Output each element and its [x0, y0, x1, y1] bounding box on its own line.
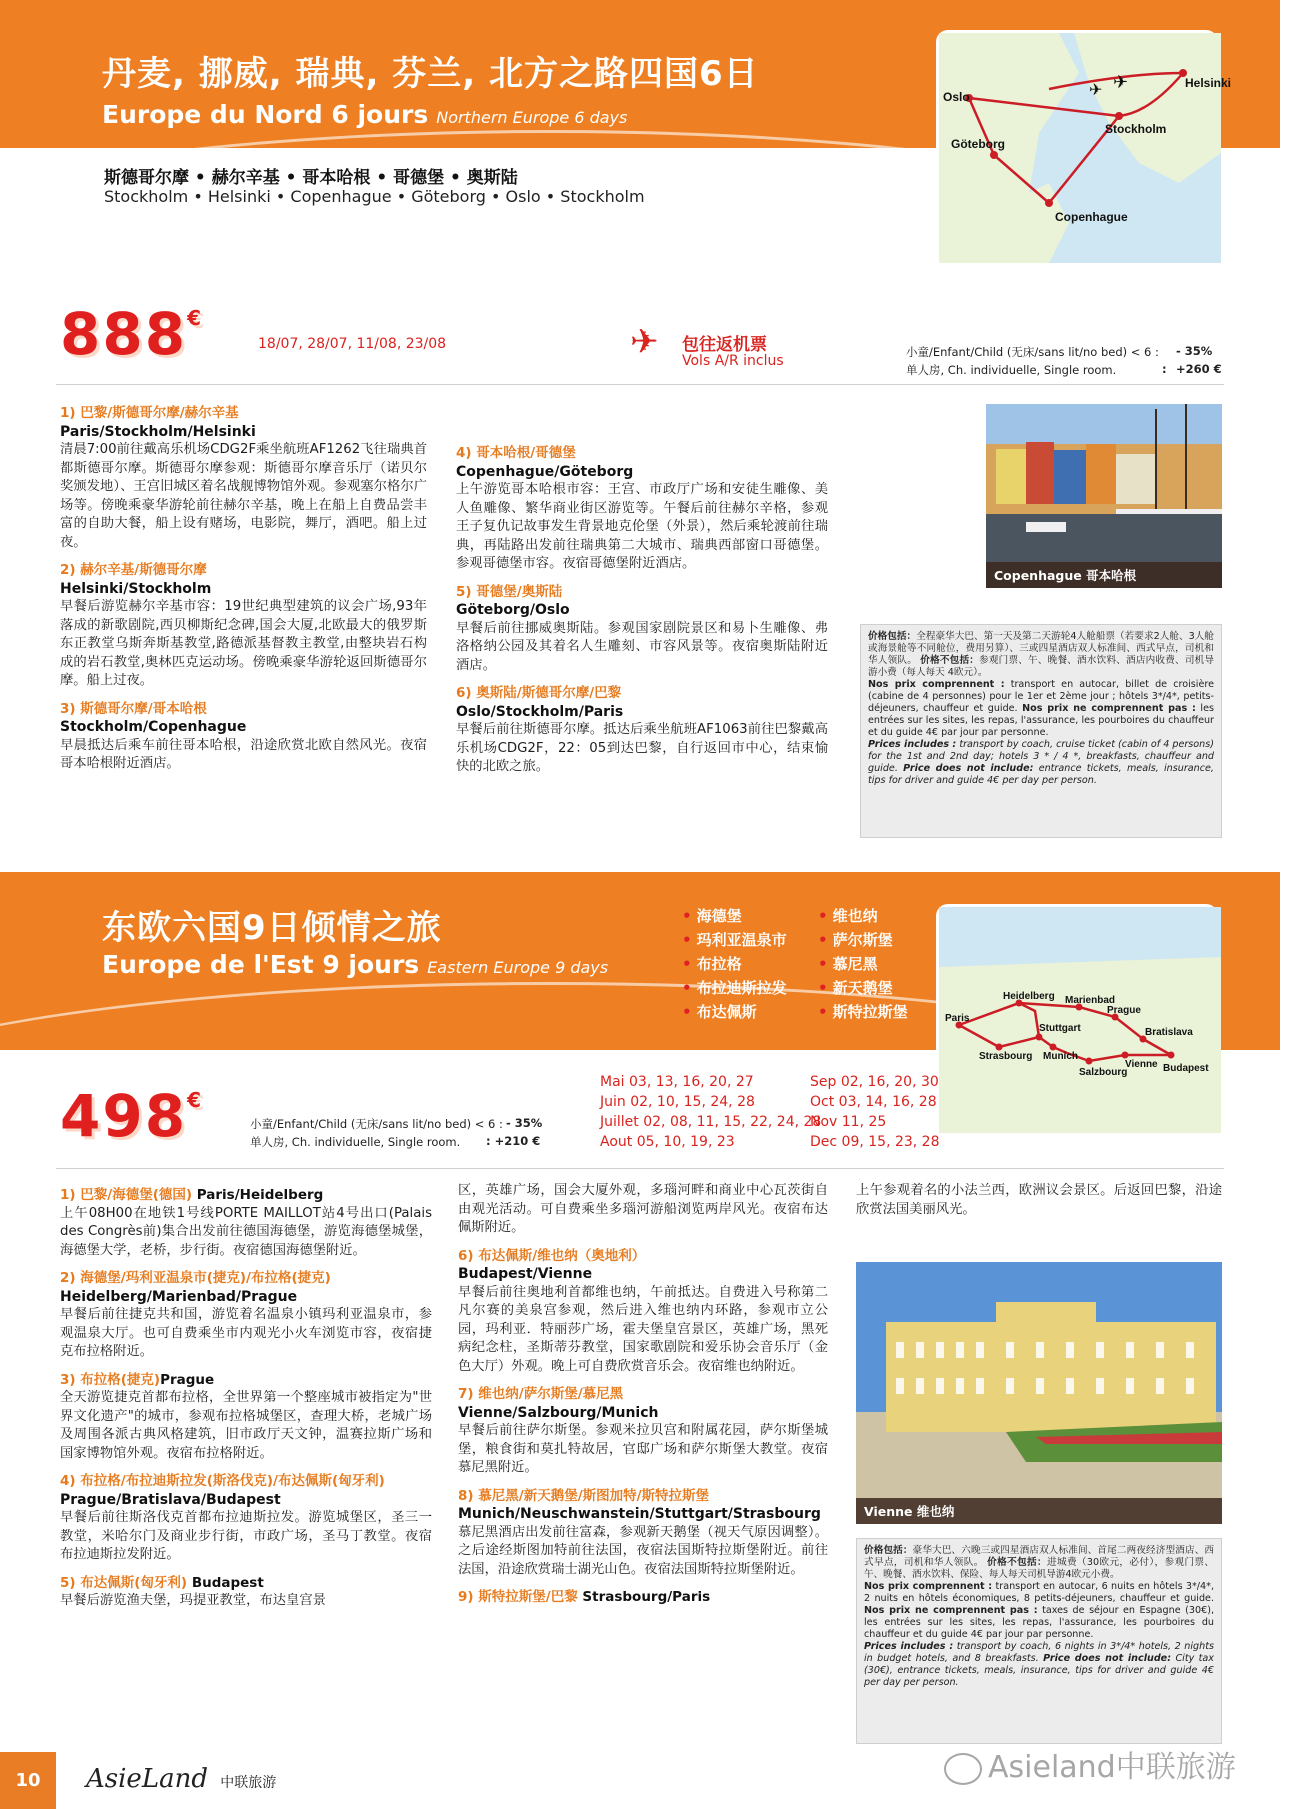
- wechat-watermark: [944, 1742, 1236, 1786]
- day-heading: 7) 维也纳/萨尔斯堡/慕尼黑: [458, 1386, 624, 1402]
- date-line: Sep 02, 16, 20, 30: [810, 1074, 939, 1090]
- info-label: Prices includes :: [864, 1641, 954, 1652]
- day-subtitle: Paris/Stockholm/Helsinki: [60, 423, 256, 440]
- highlight-item: • 斯特拉斯堡: [818, 1000, 908, 1024]
- tour1-title-fr: [102, 100, 627, 129]
- tour1-single-sep: :: [1162, 362, 1167, 376]
- day-heading: 5) 哥德堡/奥斯陆: [456, 583, 563, 600]
- highlight-item: • 布拉迪斯拉发: [682, 976, 787, 1000]
- tour1-price-info: [860, 624, 1222, 838]
- map2-city-vienne: Vienne: [1125, 1059, 1158, 1070]
- info-label: 价格不包括：: [920, 655, 980, 666]
- tour1-title-fr-text: Europe du Nord 6 jours: [102, 100, 429, 129]
- day-text: 早餐后前往挪威奥斯陆。参观国家剧院景区和易卜生雕像、弗洛格纳公园及其着名人生雕刻、市容风景等。夜宿奥斯陆附近酒店。: [456, 620, 828, 673]
- day-text: 早餐后前往斯洛伐克首都布拉迪斯拉发。游览城堡区，圣三一教堂，米哈尔门及商业步行街，市政广场，圣马丁教堂。夜宿布拉迪斯拉发附近。: [60, 1510, 432, 1562]
- day-heading-inline: Paris/Heidelberg: [196, 1187, 324, 1203]
- map1-city-helsinki: Helsinki: [1185, 76, 1232, 90]
- map1-city-copenhague: Copenhague: [1055, 210, 1128, 224]
- day-text: 区，英雄广场，国会大厦外观，多瑙河畔和商业中心瓦茨街自由观光活动。可自费乘坐多瑙河游船浏览两岸风光。夜宿布达佩斯附近。: [458, 1183, 828, 1235]
- info-text: transport by coach, 6 nights in 3*/4* hotels, 2 nights in budget hotels, and 8 breakfasts.: [864, 1641, 1214, 1664]
- tour1-route-fr: Stockholm • Helsinki • Copenhague • Göteborg • Oslo • Stockholm: [104, 187, 645, 206]
- tour2-price: [60, 1082, 203, 1150]
- tour1-map-svg: [939, 33, 1232, 263]
- day-subtitle: Vienne/Salzbourg/Munich: [458, 1404, 659, 1421]
- wechat-icon: [944, 1753, 982, 1785]
- map2-city-prague: Prague: [1107, 1005, 1141, 1016]
- plane-icon: ✈: [1113, 72, 1129, 92]
- date-line: Nov 11, 25: [810, 1114, 887, 1130]
- copenhague-photo: [986, 404, 1222, 588]
- map2-city-marienbad: Marienbad: [1065, 995, 1116, 1006]
- day-heading: 8) 慕尼黑/新天鹅堡/斯图加特/斯特拉斯堡: [458, 1487, 710, 1504]
- day-subtitle: Copenhague/Göteborg: [456, 463, 634, 480]
- tour2-title-en: Eastern Europe 9 days: [427, 958, 609, 977]
- vienne-photo-svg: [856, 1262, 1222, 1524]
- tour2-single-label: 单人房, Ch. individuelle, Single room.: [250, 1135, 461, 1149]
- tour2-price-info: [856, 1538, 1222, 1744]
- divider: [56, 384, 1224, 385]
- tour2-title-fr-text: Europe de l'Est 9 jours: [102, 950, 420, 979]
- vienne-caption: Vienne 维也纳: [856, 1498, 1222, 1524]
- day-subtitle: Munich/Neuschwanstein/Stuttgart/Strasbourg: [458, 1506, 821, 1522]
- map2-city-budapest: Budapest: [1163, 1063, 1209, 1074]
- day-text: 上午参观着名的小法兰西，欧洲议会景区。后返回巴黎，沿途欣赏法国美丽风光。: [856, 1183, 1222, 1217]
- day-subtitle: Budapest/Vienne: [458, 1266, 593, 1282]
- day-heading: [458, 1588, 828, 1607]
- highlight-item: • 布拉格: [682, 952, 787, 976]
- tour1-title-en: Northern Europe 6 days: [436, 108, 628, 127]
- day-heading-text: 3) 布拉格(捷克): [60, 1371, 161, 1388]
- info-text: entrance tickets, meals, insurance, tips for driver and guide 4€ per day per person.: [868, 763, 1214, 786]
- map2-city-salzbourg: Salzbourg: [1079, 1067, 1128, 1078]
- info-label: 价格包括：: [864, 1545, 913, 1556]
- tour2-itinerary-col3: [856, 1182, 1222, 1219]
- tour2-highlights-right: [818, 904, 908, 1024]
- info-text: 进城费（30欧元，必付），参观门票、午、晚餐、酒水饮料、保险、每人每天司机导游4欧元小费。: [864, 1557, 1215, 1580]
- tour2-price-currency: €: [187, 1088, 203, 1112]
- day-heading: [60, 1186, 432, 1205]
- info-label: 价格不包括：: [987, 1557, 1047, 1568]
- day-heading: [60, 1574, 432, 1593]
- info-label: 价格包括：: [868, 631, 917, 642]
- tour1-route-map: [936, 30, 1232, 260]
- day-subtitle: Oslo/Stockholm/Paris: [456, 703, 624, 720]
- info-text: City tax (30€), entrance tickets, meals, insurance, tips for driver and guide 4€ per day per person.: [864, 1653, 1214, 1688]
- info-label: Price does not include:: [1043, 1653, 1172, 1664]
- highlight-item: • 萨尔斯堡: [818, 928, 908, 952]
- date-line: Dec 09, 15, 23, 28: [810, 1134, 940, 1150]
- day-subtitle: Prague/Bratislava/Budapest: [60, 1491, 281, 1508]
- tour2-map-svg: [939, 907, 1221, 1133]
- day-heading-text: 1) 巴黎/海德堡(德国): [60, 1187, 193, 1203]
- copenhague-photo-svg: [986, 404, 1222, 588]
- tour1-route-cn: 斯德哥尔摩 • 赫尔辛基 • 哥本哈根 • 哥德堡 • 奥斯陆: [104, 168, 518, 188]
- tour2-title-cn: 东欧六国9日倾情之旅: [102, 908, 442, 948]
- info-text: transport en autocar, 6 nuits en hôtels 3*/4*, 2 nuits en hôtels économiques, 8 petits-déjeuners, chauffeur et guide.: [864, 1581, 1214, 1604]
- info-text: 参观门票、午、晚餐、酒水饮料、酒店内收费、司机导游小费（每人每天 4欧元）。: [868, 655, 1215, 678]
- info-label: Nos prix comprennent :: [868, 679, 1005, 690]
- tour1-price-value: 888: [60, 300, 188, 368]
- day-text: 早餐后前往捷克共和国，游览着名温泉小镇玛利亚温泉市，参观温泉大厅。也可自费乘坐市内观光小火车浏览市容，夜宿捷克布拉格附近。: [60, 1307, 432, 1359]
- map1-city-stockholm: Stockholm: [1105, 122, 1167, 136]
- date-line: Aout 05, 10, 19, 23: [600, 1134, 735, 1150]
- highlight-item: • 新天鹅堡: [818, 976, 908, 1000]
- day-heading: 6) 奥斯陆/斯德哥尔摩/巴黎: [456, 685, 622, 701]
- map2-city-paris: Paris: [945, 1013, 970, 1024]
- tour2-dates-left: [600, 1072, 821, 1152]
- day-heading-text: 9) 斯特拉斯堡/巴黎: [458, 1589, 578, 1605]
- info-text: 全程豪华大巴、第一天及第二天游轮4人舱船票（若要求2人舱、3人舱或海景舱等不同舱位，费用另算）、三或四星酒店双人标准间、西式早点，司机和华人领队。: [868, 631, 1215, 666]
- info-label: Nos prix ne comprennent pas :: [1022, 703, 1196, 714]
- map2-city-munich: Munich: [1043, 1051, 1078, 1062]
- info-label: Nos prix ne comprennent pas :: [864, 1605, 1038, 1616]
- day-heading: 4) 布拉格/布拉迪斯拉发(斯洛伐克)/布达佩斯(匈牙利): [60, 1473, 385, 1489]
- tour2-price-value: 498: [60, 1082, 188, 1150]
- day-heading: 3) 斯德哥尔摩/哥本哈根: [60, 700, 207, 717]
- day-text: 早餐后前往奥地利首都维也纳，午前抵达。自费进入号称第二凡尔赛的美泉宫参观，然后进入维也纳内环路，参观市立公园，玛利亚．特丽莎广场，霍夫堡皇宫景区，英雄广场，黑死病纪念柱，圣斯蒂芬教堂，国家歌剧院和爱乐协会音乐厅（金色大厅）外观。晚上可自费欣赏音乐会。夜宿维也纳附近。: [458, 1284, 828, 1374]
- info-label: Prices includes :: [868, 739, 957, 750]
- tour1-flight-fr: Vols A/R inclus: [682, 353, 784, 369]
- map1-city-oslo: Oslo: [943, 90, 970, 104]
- day-heading-text: 5) 布达佩斯(匈牙利): [60, 1574, 188, 1591]
- day-heading: [60, 1371, 432, 1390]
- day-text: 上午游览哥本哈根市容：王宫、市政厅广场和安徒生雕像、美人鱼雕像、繁华商业街区游览等。午餐后前往赫尔辛格，参观王子复仇记故事发生背景地克伦堡（外景），然后乘轮渡前往瑞典，再陆路出发前往瑞典第二大城市、瑞典西部窗口哥德堡。参观哥德堡市容。夜宿哥德堡附近酒店。: [456, 482, 828, 571]
- day-text: 早餐后前往萨尔斯堡。参观米拉贝宫和附属花园，萨尔斯堡城堡，粮食街和莫扎特故居，官邸广场和萨尔斯堡大教堂。夜宿慕尼黑附近。: [458, 1423, 828, 1475]
- day-text: 慕尼黑酒店出发前往富森，参观新天鹅堡（视天气原因调整）。之后途经斯图加特前往法国，夜宿法国斯特拉斯堡附近。前往法国，沿途欣赏瑞士湖光山色。夜宿法国斯特拉斯堡附近。: [458, 1524, 828, 1577]
- day-subtitle: Göteborg/Oslo: [456, 602, 570, 618]
- page-number: 10: [0, 1752, 56, 1809]
- tour1-child-value: - 35%: [1176, 344, 1213, 358]
- flight-icon: ✈: [630, 322, 659, 362]
- day-heading-inline: Budapest: [191, 1574, 264, 1591]
- date-line: Oct 03, 14, 16, 28: [810, 1094, 937, 1110]
- tour2-itinerary-col1: [60, 1186, 432, 1611]
- date-line: Juillet 02, 08, 11, 15, 22, 24, 28: [600, 1114, 822, 1130]
- day-heading: 4) 哥本哈根/哥德堡: [456, 445, 576, 461]
- map1-city-goteborg: Göteborg: [951, 137, 1005, 151]
- tour2-title-fr: [102, 950, 608, 979]
- tour1-itinerary-col2: [456, 404, 828, 777]
- highlight-item: • 布达佩斯: [682, 1000, 787, 1024]
- day-text: 早餐后游览赫尔辛基市容：19世纪典型建筑的议会广场,93年落成的新歌剧院,西贝柳斯纪念碑,国会大厦,北欧最大的俄罗斯东正教堂乌斯奔斯基教堂,路德派基督教主教堂,由整块岩石构成的岩石教堂,奥林匹克运动场。傍晚乘豪华游轮返回斯德哥尔摩。船上过夜。: [60, 599, 427, 688]
- map2-city-strasbourg: Strasbourg: [979, 1051, 1033, 1062]
- info-label: Price does not include:: [903, 763, 1034, 774]
- day-text: 早餐后游览渔夫堡，玛提亚教堂，布达皇宫景: [60, 1593, 326, 1608]
- tour1-single-value: +260 €: [1176, 362, 1222, 376]
- tour1-title-cn: 丹麦, 挪威, 瑞典, 芬兰, 北方之路四国6日: [102, 54, 759, 94]
- tour1-single-label: 单人房, Ch. individuelle, Single room.: [906, 363, 1117, 377]
- day-heading: 1) 巴黎/斯德哥尔摩/赫尔辛基: [60, 405, 239, 421]
- day-text: 清晨7:00前往戴高乐机场CDG2F乘坐航班AF1262飞往瑞典首都斯德哥尔摩。斯德哥尔摩参观：斯德哥尔摩音乐厅（诺贝尔奖颁发地）、王宫旧城区着名战舰博物馆外观。参观塞尔格尔广场等。傍晚乘豪华游轮前往赫尔辛基，晚上在船上自费品尝丰富的自助大餐，船上设有赌场，电影院，舞厅，酒吧。船上过夜。: [60, 442, 427, 550]
- info-text: taxes de séjour en Espagne (30€), les entrées sur les sites, les repas, l'assurance, les pourboires du chauffeur et du guide 4€ par jour par personne.: [864, 1605, 1214, 1640]
- day-heading: 6) 布达佩斯/维也纳（奥地利）: [458, 1247, 646, 1264]
- vienne-photo: [856, 1262, 1222, 1524]
- info-label: Nos prix comprennent :: [864, 1581, 993, 1592]
- day-text: 全天游览捷克首都布拉格，全世界第一个整座城市被指定为"世界文化遗产"的城市，参观布拉格城堡区，查理大桥，老城广场及周围各派古典风格建筑，旧市政厅天文钟，温赛拉斯广场和国家博物馆外观。夜宿布拉格附近。: [60, 1390, 432, 1461]
- plane-icon: ✈: [1089, 82, 1103, 99]
- day-heading-inline: Prague: [160, 1371, 215, 1388]
- day-subtitle: Helsinki/Stockholm: [60, 580, 212, 597]
- day-text: 上午08H00在地铁1号线PORTE MAILLOT站4号出口(Palais des Congrès前)集合出发前往德国海德堡，游览海德堡城堡，海德堡大学，老桥，步行街。夜宿德国海德堡附近。: [60, 1205, 432, 1258]
- highlight-item: • 海德堡: [682, 904, 787, 928]
- tour1-dates: 18/07, 28/07, 11/08, 23/08: [258, 336, 447, 352]
- day-subtitle: Stockholm/Copenhague: [60, 719, 247, 735]
- info-text: transport by coach, cruise ticket (cabin of 4 persons) for the 1st and 2nd day; hotels 3 * / 4 *, breakfasts, chauffeur and guide.: [868, 739, 1214, 774]
- tour1-flight-cn: 包往返机票: [682, 335, 767, 355]
- day-subtitle: Heidelberg/Marienbad/Prague: [60, 1288, 298, 1305]
- tour2-dates-right: [810, 1072, 940, 1152]
- copenhague-caption: Copenhague 哥本哈根: [986, 562, 1222, 588]
- brand-name: AsieLand: [86, 1764, 208, 1794]
- day-heading: 2) 海德堡/玛利亚温泉市(捷克)/布拉格(捷克): [60, 1270, 331, 1286]
- info-text: 豪华大巴、六晚三或四星酒店双人标准间、首尾二两夜经济型酒店、西式早点，司机和华人领队。: [864, 1545, 1215, 1568]
- map2-city-bratislava: Bratislava: [1145, 1027, 1193, 1038]
- date-line: Mai 03, 13, 16, 20, 27: [600, 1074, 754, 1090]
- day-text: 早餐后前往斯德哥尔摩。抵达后乘坐航班AF1063前往巴黎戴高乐机场CDG2F，22：05到达巴黎，自行返回市中心，结束愉快的北欧之旅。: [456, 722, 828, 774]
- tour1-banner-base: [0, 258, 1280, 300]
- divider: [56, 1168, 1224, 1169]
- highlight-item: • 玛利亚温泉市: [682, 928, 787, 952]
- tour1-price-currency: €: [187, 306, 203, 330]
- tour1-itinerary-col1: [60, 404, 427, 774]
- info-text: les entrées sur les sites, les repas, l'assurance, les pourboires du chauffeur et du guide 4€ par jour par personne.: [868, 703, 1214, 738]
- day-heading-inline: Strasbourg/Paris: [582, 1589, 711, 1605]
- tour1-child-label: 小童/Enfant/Child (无床/sans lit/no bed) < 6 :: [906, 345, 1159, 359]
- brand-name-cn: 中联旅游: [220, 1775, 277, 1791]
- brand-logo: [86, 1764, 276, 1794]
- tour2-route-map: [936, 904, 1218, 1130]
- highlight-item: • 慕尼黑: [818, 952, 908, 976]
- highlight-item: • 维也纳: [818, 904, 908, 928]
- map2-city-stuttgart: Stuttgart: [1039, 1023, 1081, 1034]
- info-text: transport en autocar, billet de croisière (cabine de 4 personnes) pour le 1er et 2ème jour ; hôtels 3*/4*, petits-déjeuners, chauffeur et guide.: [868, 679, 1214, 714]
- day-text: 早晨抵达后乘车前往哥本哈根，沿途欣赏北欧自然风光。夜宿哥本哈根附近酒店。: [60, 737, 427, 771]
- tour2-child-label: 小童/Enfant/Child (无床/sans lit/no bed) < 6 :: [250, 1117, 503, 1131]
- watermark-text: Asieland中联旅游: [988, 1750, 1236, 1785]
- day-heading: 2) 赫尔辛基/斯德哥尔摩: [60, 562, 207, 578]
- tour1-price: [60, 300, 203, 368]
- date-line: Juin 02, 10, 15, 24, 28: [600, 1094, 755, 1110]
- tour2-single-value: : +210 €: [486, 1134, 541, 1148]
- tour2-itinerary-col2: [458, 1182, 828, 1607]
- map2-city-heidelberg: Heidelberg: [1003, 991, 1055, 1002]
- tour2-child-value: - 35%: [506, 1116, 543, 1130]
- tour2-highlights-left: [682, 904, 787, 1024]
